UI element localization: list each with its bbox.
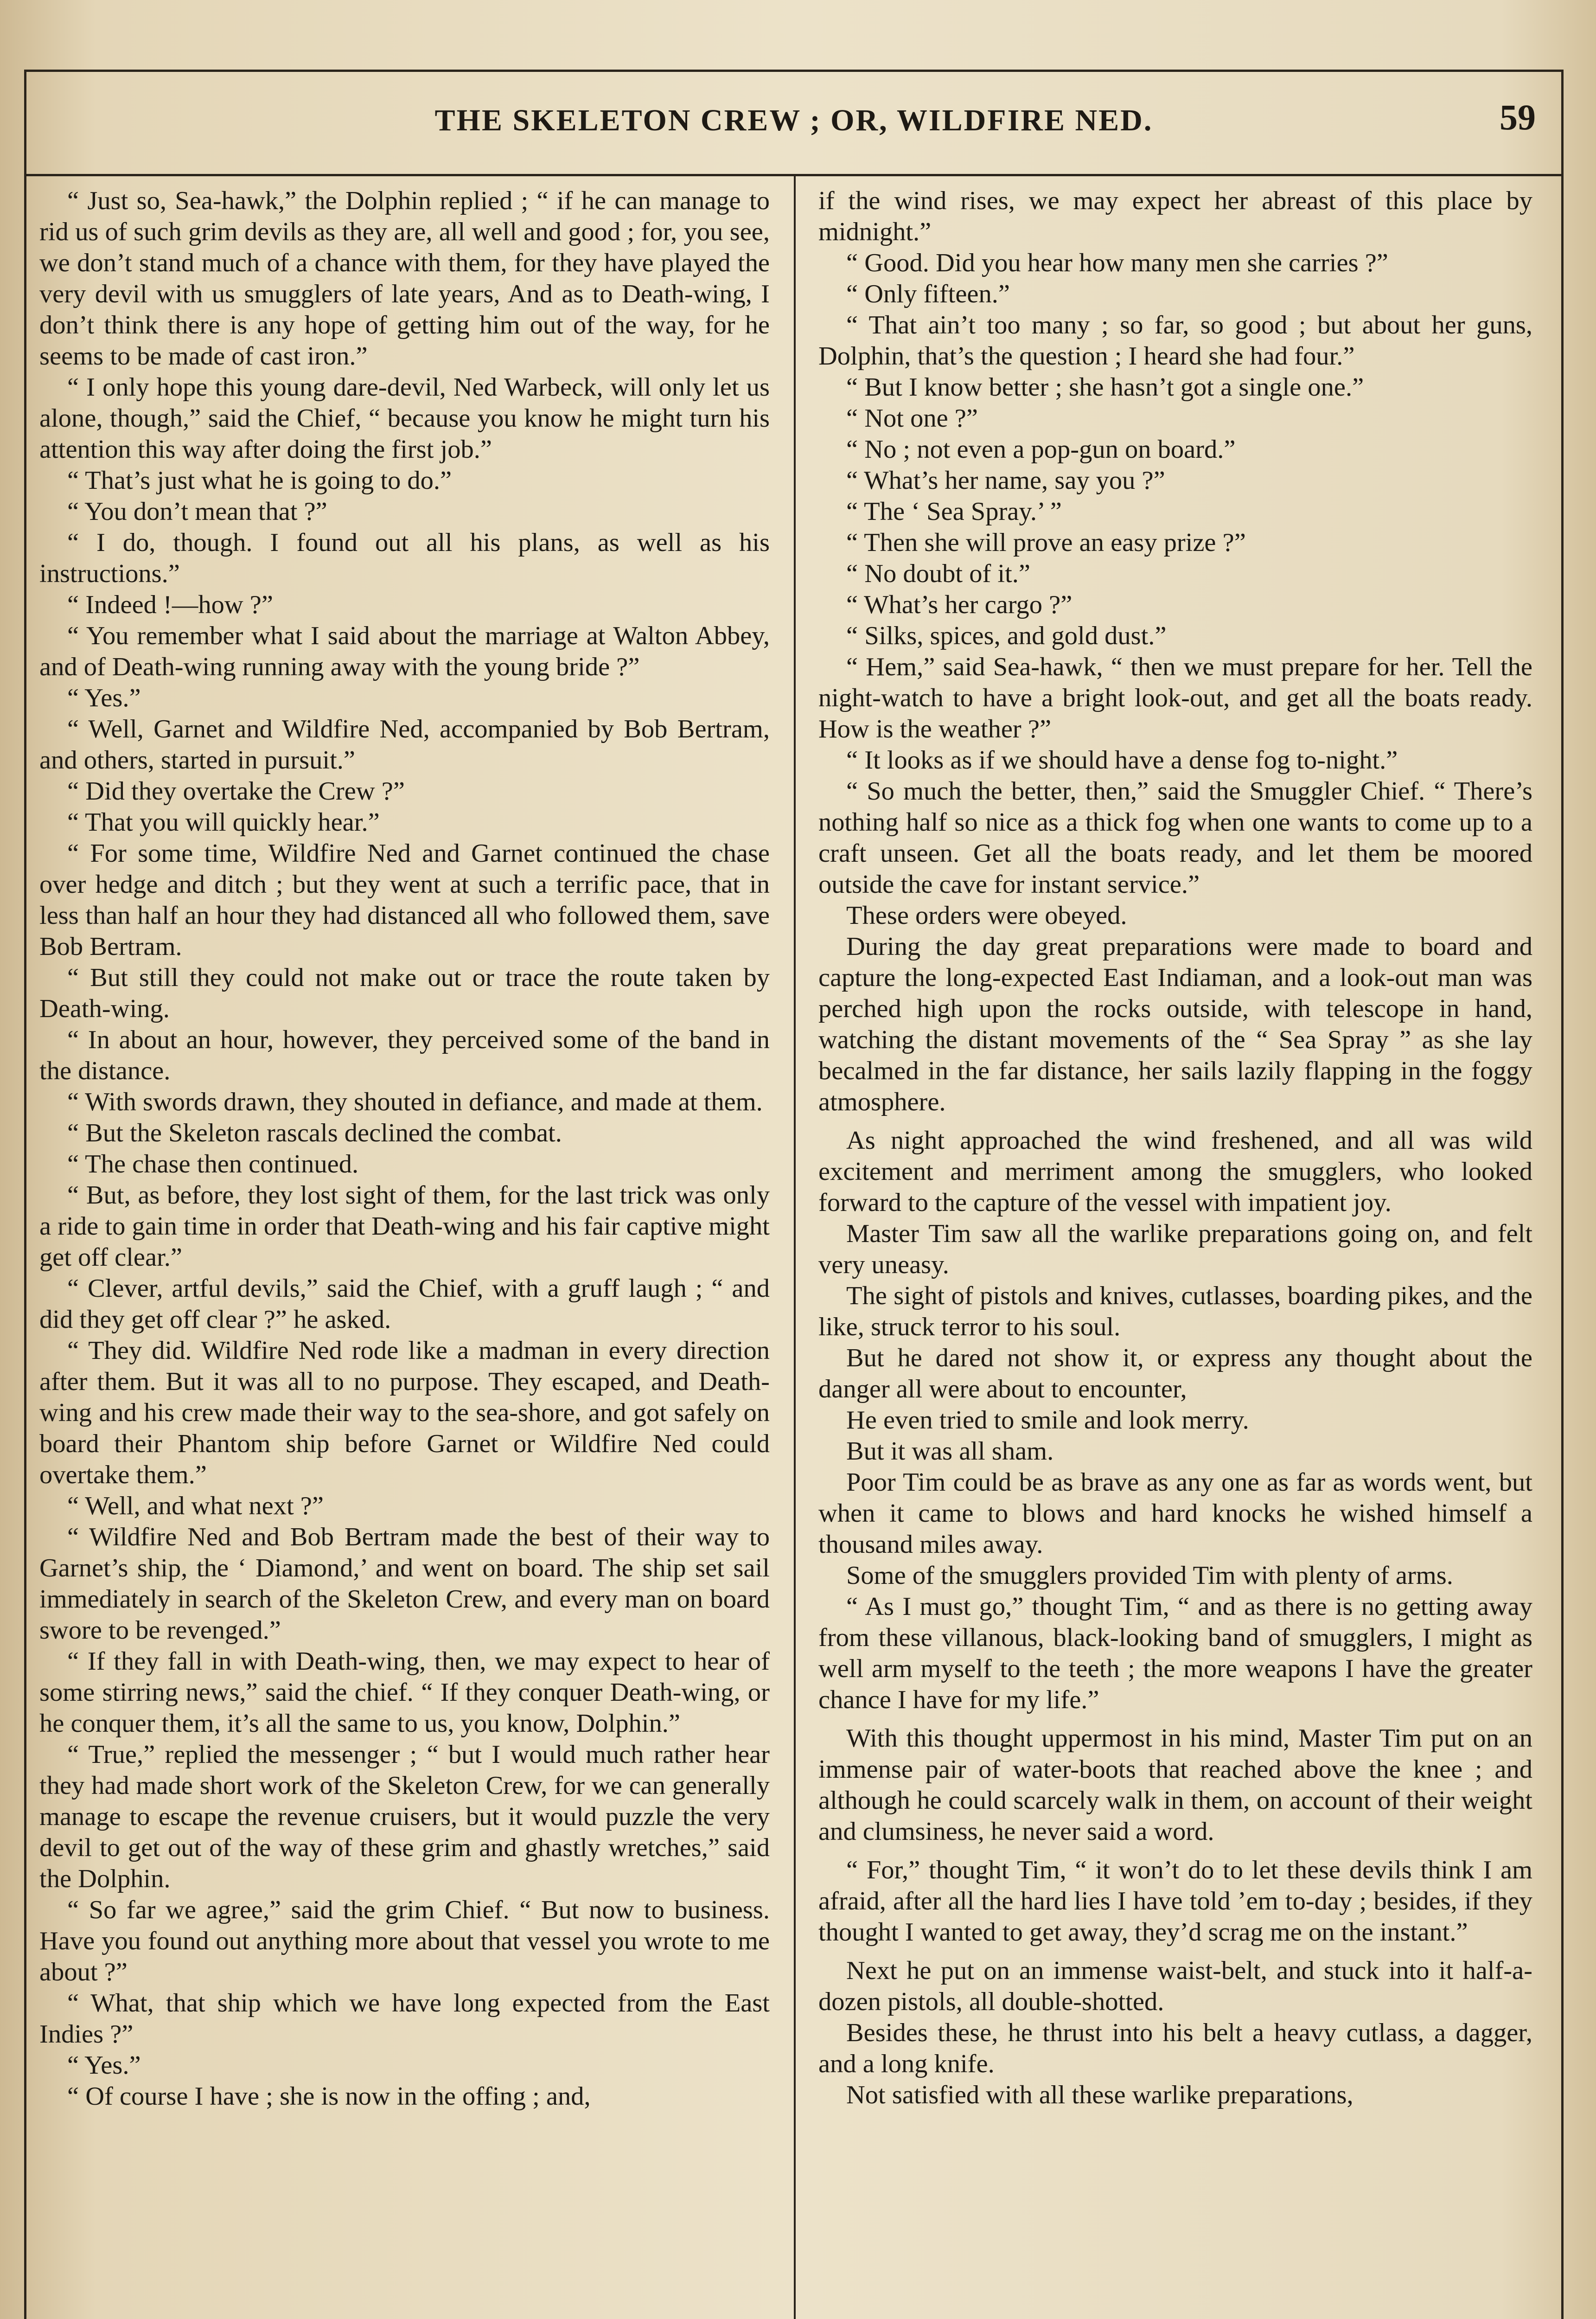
paragraph: “ That ain’t too many ; so far, so good ; but about her guns, Dolphin, that’s the question ; I heard she had four.” bbox=[818, 311, 1532, 371]
paragraph: “ But, as before, they lost sight of them, for the last trick was only a ride to gain time in order that Death-wing and his fair captive might get off clear.” bbox=[39, 1181, 770, 1272]
paragraph: During the day great preparations were made to board and capture the long-expected East Indiaman, and a look-out man was perched high upon the rocks outside, with telescope in hand, watching the distant movements of the “ Sea Spray ” as she lay becalmed in the far distance, her sails lazily flapping in the foggy atmosphere. bbox=[818, 932, 1532, 1116]
paragraph: “ What’s her cargo ?” bbox=[846, 590, 1073, 619]
paragraph: “ That’s just what he is going to do.” bbox=[67, 466, 452, 495]
paragraph: “ Clever, artful devils,” said the Chief, with a gruff laugh ; “ and did they get off clear ?” he asked. bbox=[39, 1274, 770, 1334]
paragraph: “ You don’t mean that ?” bbox=[67, 497, 327, 526]
page-header bbox=[24, 70, 1564, 176]
paragraph: “ Did they overtake the Crew ?” bbox=[67, 777, 405, 806]
left-column bbox=[39, 186, 770, 2319]
paragraph: Poor Tim could be as brave as any one as far as words went, but when it came to blows and hard knocks he wished himself a thousand miles away. bbox=[818, 1468, 1532, 1559]
paragraph: “ The ‘ Sea Spray.’ ” bbox=[846, 497, 1062, 526]
paragraph: “ I only hope this young dare-devil, Ned Warbeck, will only let us alone, though,” said the Chief, “ because you know he might turn his attention this way after doing the first job.” bbox=[39, 373, 770, 464]
paragraph: “ What’s her name, say you ?” bbox=[846, 466, 1165, 495]
paragraph: “ Yes.” bbox=[67, 2051, 141, 2080]
paragraph: “ Not one ?” bbox=[846, 404, 978, 433]
paragraph: With this thought uppermost in his mind, Master Tim put on an immense pair of water-boots that reached above the knee ; and although he could scarcely walk in them, on account of their weight and clumsiness, he never said a word. bbox=[818, 1724, 1532, 1846]
paragraph: “ You remember what I said about the marriage at Walton Abbey, and of Death-wing running away with the young bride ?” bbox=[39, 621, 770, 681]
paragraph: “ The chase then continued. bbox=[67, 1150, 359, 1179]
paragraph: “ No ; not even a pop-gun on board.” bbox=[846, 435, 1236, 464]
paragraph: “ But still they could not make out or trace the route taken by Death-wing. bbox=[39, 963, 770, 1023]
running-title: THE SKELETON CREW ; OR, WILDFIRE NED. bbox=[434, 103, 1153, 137]
paragraph: Master Tim saw all the warlike preparations going on, and felt very uneasy. bbox=[818, 1219, 1532, 1279]
paragraph: As night approached the wind freshened, and all was wild excitement and merriment among the smugglers, who looked forward to the capture of the vessel with impatient joy. bbox=[818, 1126, 1532, 1217]
paragraph: “ If they fall in with Death-wing, then, we may expect to hear of some stirring news,” said the chief. “ If they conquer Death-wing, or he conquer them, it’s all the same to us, you know, Dolphin.” bbox=[39, 1647, 770, 1738]
column-divider bbox=[794, 176, 796, 2319]
paragraph: “ What, that ship which we have long expected from the East Indies ?” bbox=[39, 1989, 770, 2049]
paragraph: “ For,” thought Tim, “ it won’t do to let these devils think I am afraid, after all the hard lies I have told ’em to-day ; besides, if they thought I wanted to get away, they’d scrag me on the instant.” bbox=[818, 1856, 1532, 1947]
paragraph: “ For some time, Wildfire Ned and Garnet continued the chase over hedge and ditch ; but they went at such a terrific pace, that in less than half an hour they had distanced all who followed them, save Bob Bertram. bbox=[39, 839, 770, 961]
paragraph: “ Wildfire Ned and Bob Bertram made the best of their way to Garnet’s ship, the ‘ Diamond,’ and went on board. The ship set sail immediately in search of the Skeleton Crew, and every man on board swore to be revenged.” bbox=[39, 1523, 770, 1645]
paragraph: “ Indeed !—how ?” bbox=[67, 590, 273, 619]
paragraph: But it was all sham. bbox=[846, 1437, 1054, 1466]
paragraph: “ Silks, spices, and gold dust.” bbox=[846, 621, 1167, 650]
paragraph: Some of the smugglers provided Tim with plenty of arms. bbox=[846, 1561, 1453, 1590]
paragraph: “ True,” replied the messenger ; “ but I would much rather hear they had made short work of the Skeleton Crew, for we can generally manage to escape the revenue cruisers, but it would puzzle the very devil to get out of the way of these grim and ghastly wretches,” said the Dolphin. bbox=[39, 1740, 770, 1893]
paragraph: These orders were obeyed. bbox=[846, 901, 1127, 930]
paragraph: “ In about an hour, however, they perceived some of the band in the distance. bbox=[39, 1025, 770, 1085]
paragraph: “ But I know better ; she hasn’t got a single one.” bbox=[846, 373, 1364, 402]
paragraph: Next he put on an immense waist-belt, and stuck into it half-a-dozen pistols, all double-shotted. bbox=[818, 1956, 1532, 2016]
paragraph: “ Good. Did you hear how many men she carries ?” bbox=[846, 249, 1388, 277]
right-column bbox=[818, 186, 1532, 2319]
paragraph: “ So much the better, then,” said the Smuggler Chief. “ There’s nothing half so nice as a thick fog when one wants to come up to a craft unseen. Get all the boats ready, and let them be moored outside the cave for instant service.” bbox=[818, 777, 1532, 899]
paragraph: “ So far we agree,” said the grim Chief. “ But now to business. Have you found out anything more about that vessel you wrote to me about ?” bbox=[39, 1896, 770, 1986]
paragraph: “ Hem,” said Sea-hawk, “ then we must prepare for her. Tell the night-watch to have a bright look-out, and get all the boats ready. How is the weather ?” bbox=[818, 653, 1532, 743]
paragraph: “ Well, Garnet and Wildfire Ned, accompanied by Bob Bertram, and others, started in pursuit.” bbox=[39, 715, 770, 775]
paragraph: “ Of course I have ; she is now in the offing ; and, bbox=[67, 2082, 591, 2111]
page-number: 59 bbox=[1500, 97, 1536, 137]
paragraph: “ As I must go,” thought Tim, “ and as there is no getting away from these villanous, black-looking band of smugglers, I might as well arm myself to the teeth ; the more weapons I have the greater chance I have for my life.” bbox=[818, 1592, 1532, 1714]
paragraph: But he dared not show it, or express any thought about the danger all were about to encounter, bbox=[818, 1344, 1532, 1403]
paragraph: The sight of pistols and knives, cutlasses, boarding pikes, and the like, struck terror to his soul. bbox=[818, 1281, 1532, 1341]
paragraph: “ No doubt of it.” bbox=[846, 559, 1030, 588]
paragraph: “ Only fifteen.” bbox=[846, 280, 1010, 308]
paragraph: if the wind rises, we may expect her abreast of this place by midnight.” bbox=[818, 186, 1532, 246]
paragraph: “ That you will quickly hear.” bbox=[67, 808, 380, 837]
paragraph: Not satisfied with all these warlike preparations, bbox=[846, 2081, 1353, 2109]
paragraph: “ Yes.” bbox=[67, 684, 141, 712]
paragraph: “ Then she will prove an easy prize ?” bbox=[846, 528, 1246, 557]
paragraph: He even tried to smile and look merry. bbox=[846, 1406, 1249, 1435]
paragraph: “ Just so, Sea-hawk,” the Dolphin replied ; “ if he can manage to rid us of such grim devils as they are, all well and good ; for, you see, we don’t stand much of a chance with them, for they have played the very devil with us smugglers of late years, And as to Death-wing, I don’t think there is any hope of getting him out of the way, for he seems to be made of cast iron.” bbox=[39, 186, 770, 371]
paragraph: Besides these, he thrust into his belt a heavy cutlass, a dagger, and a long knife. bbox=[818, 2018, 1532, 2078]
paragraph: “ It looks as if we should have a dense fog to-night.” bbox=[846, 746, 1398, 775]
paragraph: “ Well, and what next ?” bbox=[67, 1492, 324, 1520]
paragraph: “ With swords drawn, they shouted in defiance, and made at them. bbox=[67, 1088, 763, 1116]
paragraph: “ I do, though. I found out all his plans, as well as his instructions.” bbox=[39, 528, 770, 588]
paragraph: “ They did. Wildfire Ned rode like a madman in every direction after them. But it was all to no purpose. They escaped, and Death-wing and his crew made their way to the sea-shore, and got safely on board their Phantom ship before Garnet or Wildfire Ned could overtake them.” bbox=[39, 1336, 770, 1489]
paragraph: “ But the Skeleton rascals declined the combat. bbox=[67, 1119, 562, 1147]
